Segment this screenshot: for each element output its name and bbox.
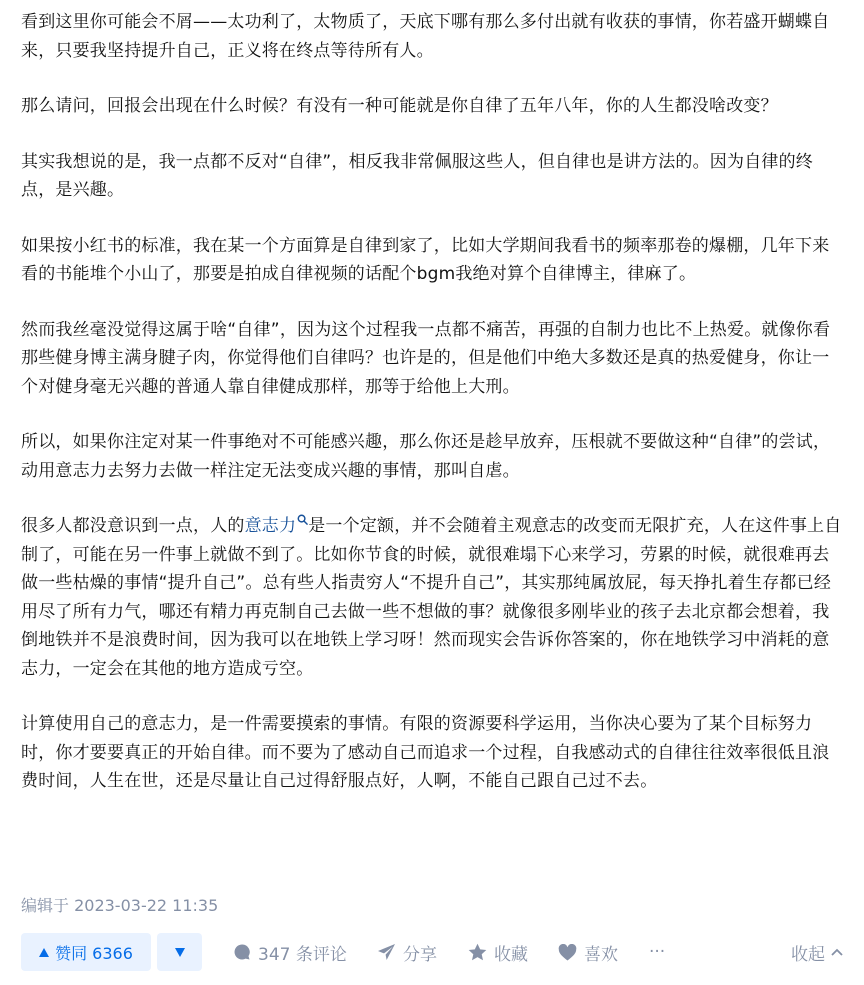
keyword-link[interactable] <box>245 516 309 536</box>
paragraph: 然而我丝毫没觉得这属于啥“自律”，因为这个过程我一点都不痛苦，再强的自制力也比不上热爱。就像你看那些健身博主满身腱子肉，你觉得他们自律吗？也许是的，但是他们中绝大多数还是真的热爱健身，你让一个对健身毫无兴趣的普通人靠自律健成那样，那等于给他上大刑。 <box>21 319 831 397</box>
upvote-button[interactable] <box>21 933 151 971</box>
more-icon: ··· <box>649 942 666 962</box>
upvote-label: 赞同 6366 <box>55 943 133 963</box>
share-icon <box>377 943 396 961</box>
paragraph: 计算使用自己的意志力，是一件需要摸索的事情。有限的资源要科学运用，当你决心要为了某个目标努力时，你才要要真正的开始自律。而不要为了感动自己而追求一个过程，自我感动式的自律往往效率很低且浪费时间，人生在世，还是尽量让自己过得舒服点好，人啊，不能自己跟自己过不去。 <box>21 714 830 791</box>
edited-time[interactable]: 编辑于 2023-03-22 11:35 <box>21 896 219 915</box>
action-bar <box>21 933 843 971</box>
collect-button[interactable] <box>468 933 528 971</box>
keyword-link-label: 意志力 <box>244 516 297 536</box>
collect-label: 收藏 <box>494 944 528 965</box>
share-button[interactable] <box>377 933 437 971</box>
star-icon <box>468 943 487 961</box>
comment-icon <box>233 943 251 961</box>
like-label: 喜欢 <box>584 944 618 965</box>
share-label: 分享 <box>403 944 437 965</box>
triangle-down-icon <box>175 948 185 957</box>
paragraph-text: 是一个定额，并不会随着主观意志的改变而无限扩充，人在这件事上自制了，可能在另一件事上就做不到了。比如你节食的时候，就很难塌下心来学习，劳累的时候，就很难再去做一些枯燥的事情“提升自己”。总有些人指责穷人“不提升自己”，其实那纯属放屁，每天挣扎着生存都已经用尽了所有力气，哪还有精力再克制自己去做一些不想做的事？就像很多刚毕业的孩子去北京都会想着，我倒地铁并不是浪费时间，因为我可以在地铁上学习呀！然而现实会告诉你答案的，你在地铁学习中消耗的意志力，一定会在其他的地方造成亏空。 <box>21 516 842 679</box>
comments-label: 347 条评论 <box>258 944 347 965</box>
answer-content <box>21 8 843 802</box>
paragraph: 那么请问，回报会出现在什么时候？有没有一种可能就是你自律了五年八年，你的人生都没啥改变？ <box>21 96 778 116</box>
collapse-label: 收起 <box>791 944 825 965</box>
chevron-up-icon <box>831 948 843 956</box>
downvote-button[interactable] <box>157 933 202 971</box>
comments-button[interactable] <box>233 933 347 971</box>
search-icon <box>297 514 308 525</box>
paragraph: 所以，如果你注定对某一件事绝对不可能感兴趣，那么你还是趁早放弃，压根就不要做这种“自律”的尝试，动用意志力去努力去做一样注定无法变成兴趣的事情，那叫自虐。 <box>21 432 831 481</box>
paragraph: 其实我想说的是，我一点都不反对“自律”，相反我非常佩服这些人，但自律也是讲方法的。因为自律的终点，是兴趣。 <box>21 151 814 200</box>
heart-icon <box>558 944 577 961</box>
paragraph-text: 很多人都没意识到一点，人的 <box>21 516 245 536</box>
like-button[interactable] <box>558 933 618 971</box>
paragraph: 看到这里你可能会不屑——太功利了，太物质了，天底下哪有那么多付出就有收获的事情，你若盛开蝴蝶自来，只要我坚持提升自己，正义将在终点等待所有人。 <box>21 12 830 61</box>
collapse-button[interactable] <box>791 933 843 971</box>
triangle-up-icon <box>39 948 49 957</box>
paragraph: 如果按小红书的标准，我在某一个方面算是自律到家了，比如大学期间我看书的频率那卷的爆棚，几年下来看的书能堆个小山了，那要是拍成自律视频的话配个bgm我绝对算个自律博主，律麻了。 <box>21 235 830 284</box>
more-button[interactable] <box>649 933 665 971</box>
paragraph <box>21 512 843 683</box>
